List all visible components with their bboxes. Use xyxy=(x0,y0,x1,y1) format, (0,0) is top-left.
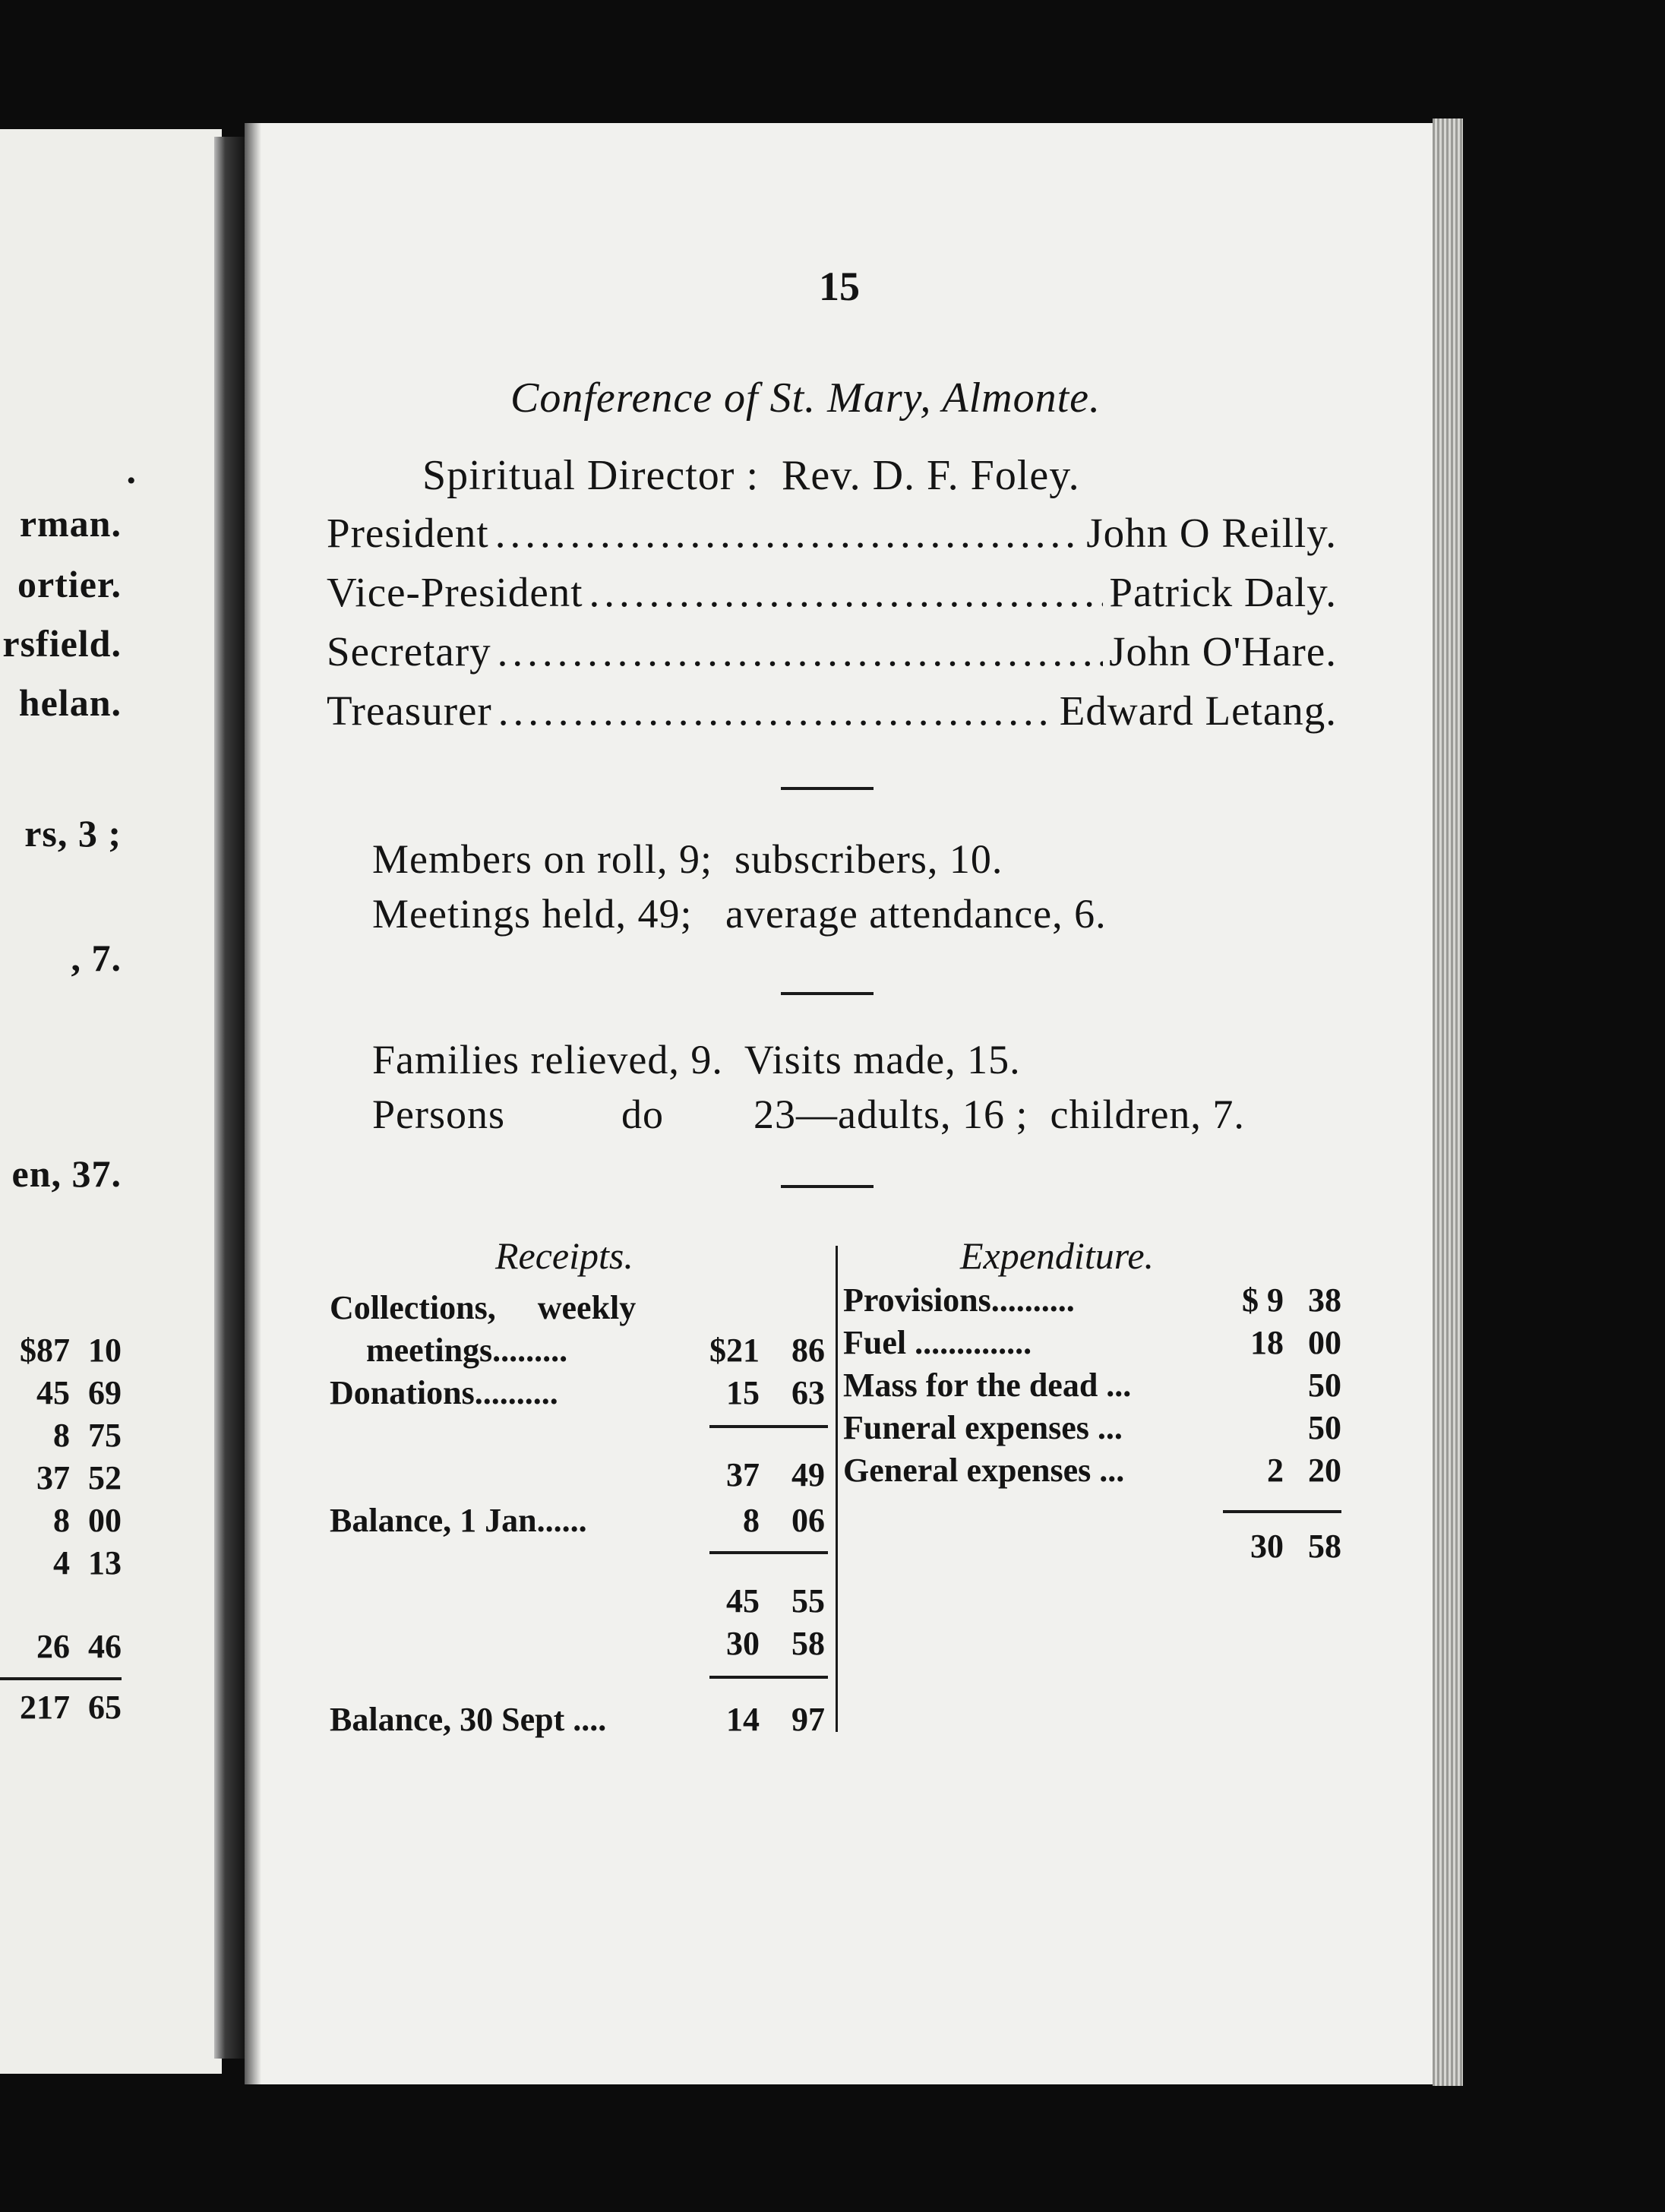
receipts-row xyxy=(330,1501,831,1544)
facing-page xyxy=(0,129,222,2074)
facing-line: ortier. xyxy=(17,563,122,605)
facing-line: en, 37. xyxy=(11,1152,122,1195)
expenditure-row xyxy=(843,1408,1344,1451)
members-line: Members on roll, 9; subscribers, 10. xyxy=(372,836,1003,882)
cents: 00 xyxy=(1308,1324,1341,1361)
dollars: 2 xyxy=(1267,1452,1284,1489)
row-label: Balance, 1 Jan...... xyxy=(330,1502,587,1539)
row-label: Funeral expenses ... xyxy=(843,1409,1123,1446)
cents: 10 xyxy=(88,1332,122,1369)
dollars: 37 xyxy=(726,1456,760,1493)
dollars: 26 xyxy=(36,1628,70,1665)
leader-dots xyxy=(495,509,1081,557)
receipts-row xyxy=(330,1331,831,1373)
page-shadow xyxy=(245,123,261,2084)
row-label: Mass for the dead ... xyxy=(843,1367,1132,1404)
cents: 69 xyxy=(88,1374,122,1411)
expenditure-row xyxy=(843,1527,1344,1569)
facing-amount-row xyxy=(0,1331,129,1373)
row-label: Provisions.......... xyxy=(843,1281,1075,1319)
section-divider xyxy=(781,787,874,790)
leader-dots xyxy=(498,687,1054,735)
dollars: $ 9 xyxy=(1242,1281,1284,1319)
cents: 00 xyxy=(88,1502,122,1539)
officer-vice-president xyxy=(327,568,1337,621)
cents: 58 xyxy=(791,1625,825,1662)
dollars: 8 xyxy=(743,1502,760,1539)
officer-president xyxy=(327,509,1337,562)
officer-title: Vice-President xyxy=(327,569,583,615)
officer-name: Patrick Daly. xyxy=(1109,569,1337,615)
subtotal-rule xyxy=(709,1676,828,1679)
facing-line: rs, 3 ; xyxy=(24,812,122,855)
book-gutter xyxy=(214,137,246,2059)
cents: 49 xyxy=(791,1456,825,1493)
page-edge xyxy=(1433,118,1463,2086)
dollars: 8 xyxy=(53,1502,70,1539)
cents: 75 xyxy=(88,1417,122,1454)
leader-dots xyxy=(589,568,1104,616)
cents: 55 xyxy=(791,1582,825,1620)
cents: 50 xyxy=(1308,1409,1341,1446)
dollars: 45 xyxy=(726,1582,760,1620)
officer-name: John O'Hare. xyxy=(1109,628,1337,675)
receipts-row xyxy=(330,1288,831,1331)
row-label: Fuel .............. xyxy=(843,1324,1032,1361)
expenditure-row xyxy=(843,1451,1344,1493)
facing-amounts xyxy=(0,1331,129,1878)
receipts-title: Receipts. xyxy=(495,1234,633,1277)
facing-amount-row xyxy=(0,1627,129,1670)
dollars: 30 xyxy=(726,1625,760,1662)
persons-detail: 23—adults, 16 ; children, 7. xyxy=(754,1092,1245,1137)
cents: 52 xyxy=(88,1459,122,1496)
cents: 63 xyxy=(791,1374,825,1411)
expenditure-title: Expenditure. xyxy=(960,1234,1155,1277)
row-label: Donations.......... xyxy=(330,1374,558,1411)
row-label: Balance, 30 Sept .... xyxy=(330,1701,607,1738)
page-number: 15 xyxy=(819,264,860,309)
receipts-row xyxy=(330,1624,831,1667)
receipts-row xyxy=(330,1582,831,1624)
expenditure-table xyxy=(843,1281,1344,1585)
row-label: General expenses ... xyxy=(843,1452,1125,1489)
officer-name: John O Reilly. xyxy=(1086,510,1337,556)
officer-secretary xyxy=(327,627,1337,681)
dollars: 217 xyxy=(20,1689,70,1726)
dollars: 4 xyxy=(53,1544,70,1582)
cents: 20 xyxy=(1308,1452,1341,1489)
cents: 06 xyxy=(791,1502,825,1539)
receipts-row xyxy=(330,1700,831,1743)
cents: 50 xyxy=(1308,1367,1341,1404)
cents: 65 xyxy=(88,1689,122,1726)
leader-dots xyxy=(498,627,1103,675)
cents: 38 xyxy=(1308,1281,1341,1319)
dollars: 8 xyxy=(53,1417,70,1454)
receipts-row xyxy=(330,1373,831,1416)
meetings-line: Meetings held, 49; average attendance, 6. xyxy=(372,891,1107,937)
expenditure-row xyxy=(843,1281,1344,1323)
dollars: 37 xyxy=(36,1459,70,1496)
section-divider xyxy=(781,992,874,995)
dollars: 18 xyxy=(1250,1324,1284,1361)
cents: 46 xyxy=(88,1628,122,1665)
officer-title: President xyxy=(327,510,489,556)
dollars: $87 xyxy=(20,1332,70,1369)
cents: 58 xyxy=(1308,1528,1341,1565)
facing-line: rsfield. xyxy=(2,622,122,665)
dollars: 45 xyxy=(36,1374,70,1411)
cents: 86 xyxy=(791,1332,825,1369)
officer-title: Treasurer xyxy=(327,687,492,734)
dollars: 15 xyxy=(726,1374,760,1411)
facing-line: . xyxy=(126,449,137,491)
expenditure-row xyxy=(843,1366,1344,1408)
facing-amount-row xyxy=(0,1416,129,1458)
subtotal-rule xyxy=(709,1425,828,1428)
facing-amount-row xyxy=(0,1688,129,1730)
page-heading: Conference of St. Mary, Almonte. xyxy=(510,374,1101,422)
persons-ditto: do xyxy=(621,1092,664,1137)
ledger-column-divider xyxy=(836,1246,838,1732)
officer-name: Edward Letang. xyxy=(1059,687,1337,734)
receipts-row xyxy=(330,1455,831,1498)
facing-line: rman. xyxy=(19,502,122,545)
dollars: 14 xyxy=(726,1701,760,1738)
facing-amount-row xyxy=(0,1544,129,1586)
expenditure-row xyxy=(843,1323,1344,1366)
facing-total-rule xyxy=(0,1677,122,1680)
officer-title: Secretary xyxy=(327,628,491,675)
facing-amount-row xyxy=(0,1458,129,1501)
cents: 13 xyxy=(88,1544,122,1582)
dollars: 30 xyxy=(1250,1528,1284,1565)
subtotal-rule xyxy=(709,1551,828,1554)
row-label: Collections, weekly xyxy=(330,1289,637,1326)
facing-line: , 7. xyxy=(71,937,122,979)
officer-treasurer xyxy=(327,687,1337,740)
dollars: $21 xyxy=(709,1332,760,1369)
facing-amount-row xyxy=(0,1373,129,1416)
spiritual-director: Spiritual Director : Rev. D. F. Foley. xyxy=(422,452,1080,499)
facing-amount-row xyxy=(0,1501,129,1544)
facing-line: helan. xyxy=(18,681,122,724)
cents: 97 xyxy=(791,1701,825,1738)
families-line: Families relieved, 9. Visits made, 15. xyxy=(372,1037,1021,1082)
row-label: meetings......... xyxy=(366,1332,568,1369)
persons-label: Persons xyxy=(372,1092,506,1137)
total-rule xyxy=(1223,1510,1341,1513)
receipts-table xyxy=(330,1288,831,1744)
section-divider xyxy=(781,1185,874,1188)
